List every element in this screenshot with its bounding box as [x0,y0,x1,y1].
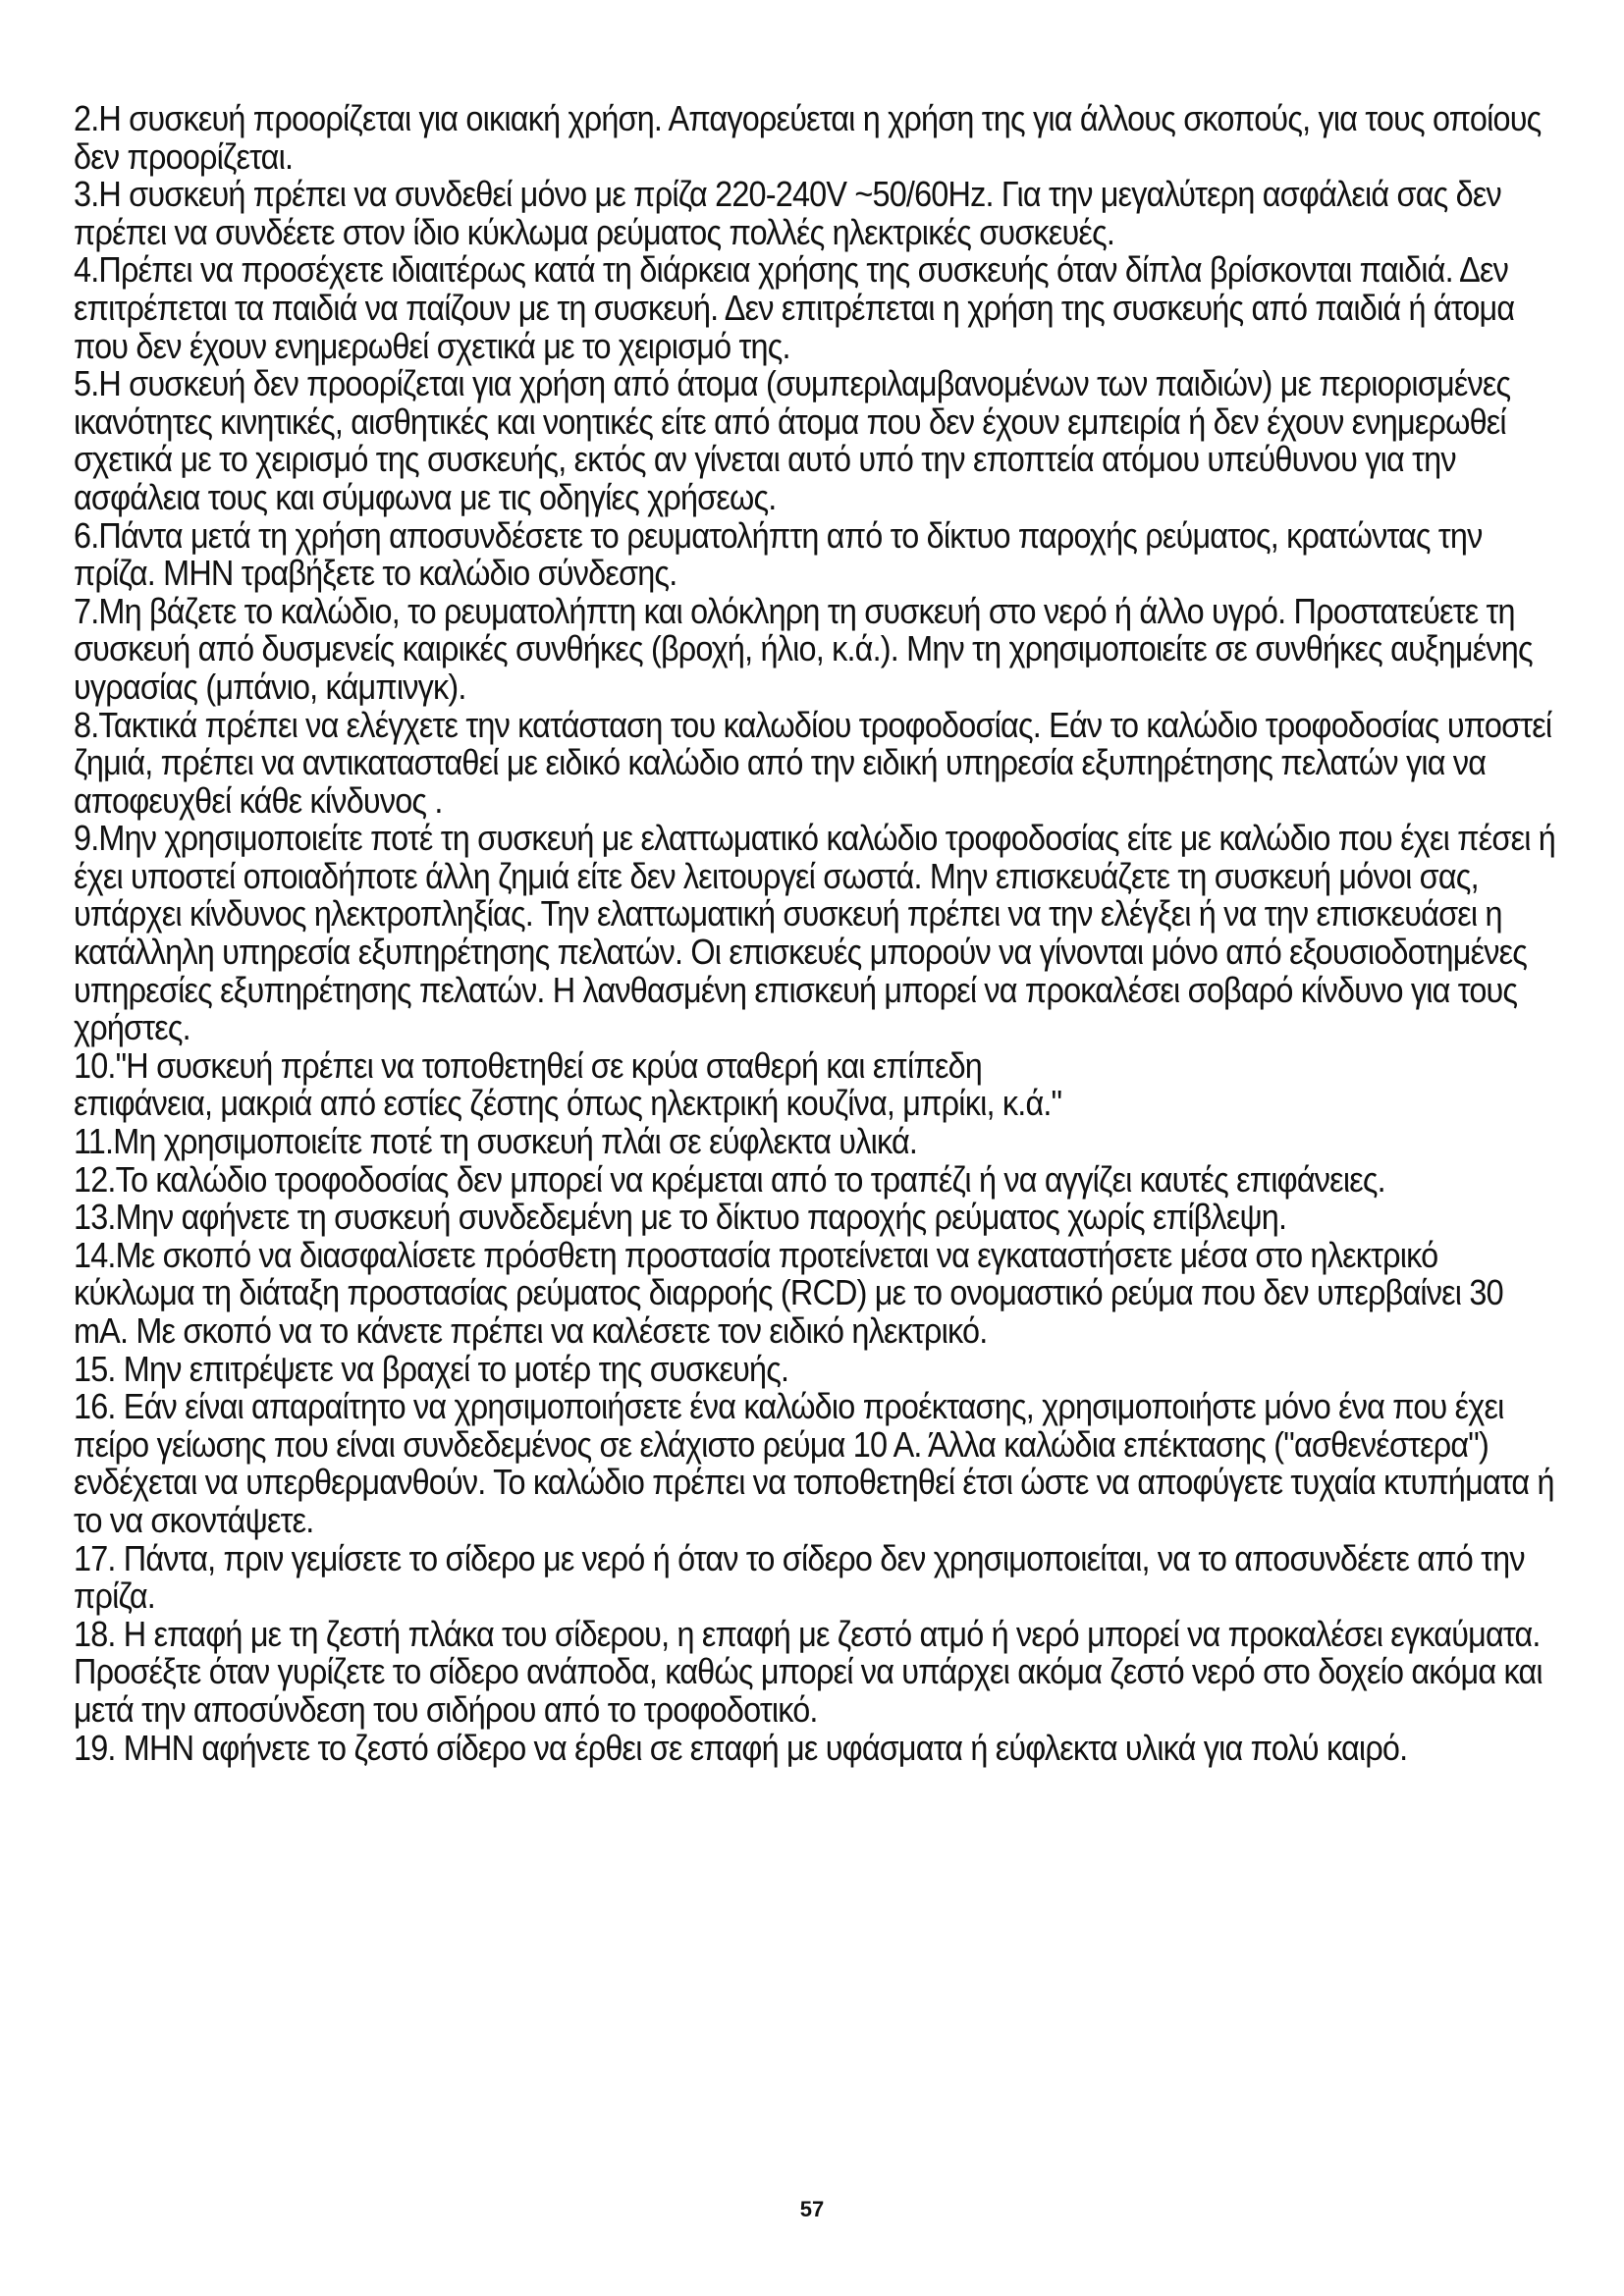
instruction-item-2: 2.Η συσκευή προορίζεται για οικιακή χρήση. Απαγορεύεται η χρήση της για άλλους σκοπούς, για τους οποίους δεν προορίζεται. [74,98,1542,177]
instruction-item-13: 13.Μην αφήνετε τη συσκευή συνδεδεμένη με το δίκτυο παροχής ρεύματος χωρίς επίβλεψη. [74,1197,1287,1238]
instruction-item-9: 9.Μην χρησιμοποιείτε ποτέ τη συσκευή με ελαττωματικό καλώδιο τροφοδοσίας είτε με καλώδιο που έχει πέσει ή έχει υποστεί οποιαδήποτε άλλη ζημιά είτε δεν λειτουργεί σωστά. Μην επισκευάζετε τη συσκευή μόνοι σας, υπάρχει κίνδυνος ηλεκτροπληξίας. Την ελαττωματική συσκευή πρέπει να την ελέγξει ή να την επισκευάσει η κατάλληλη υπηρεσία εξυπηρέτησης πελατών. Οι επισκευές μπορούν να γίνονται μόνο από εξουσιοδοτημένες υπηρεσίες εξυπηρέτησης πελατών. Η λανθασμένη επισκευή μπορεί να προκαλέσει σοβαρό κίνδυνο για τους χρήστες. [74,818,1555,1048]
instruction-item-17: 17. Πάντα, πριν γεμίσετε το σίδερο με νερό ή όταν το σίδερο δεν χρησιμοποιείται, να το αποσυνδέετε από την πρίζα. [74,1537,1525,1617]
instruction-item-4: 4.Πρέπει να προσέχετε ιδιαιτέρως κατά τη διάρκεια χρήσης της συσκευής όταν δίπλα βρίσκονται παιδιά. Δεν επιτρέπεται τα παιδιά να παίζουν με τη συσκευή. Δεν επιτρέπεται η χρήση της συσκευής από παιδιά ή άτομα που δεν έχουν ενημερωθεί σχετικά με το χειρισμό της. [74,249,1515,366]
instruction-item-12: 12.Το καλώδιο τροφοδοσίας δεν μπορεί να κρέμεται από το τραπέζι ή να αγγίζει καυτές επιφάνειες. [74,1158,1385,1200]
instruction-item-7: 7.Μη βάζετε το καλώδιο, το ρευματολήπτη και ολόκληρη τη συσκευή στο νερό ή άλλο υγρό. Προστατεύετε τη συσκευή από δυσμενείς καιρικές συνθήκες (βροχή, ήλιο, κ.ά.). Μην τη χρησιμοποιείτε σε συνθήκες αυξημένης υγρασίας (μπάνιο, κάμπινγκ). [74,590,1533,707]
instruction-item-5: 5.Η συσκευή δεν προορίζεται για χρήση από άτομα (συμπεριλαμβανομένων των παιδιών) με περιορισμένες ικανότητες κινητικές, αισθητικές και νοητικές είτε από άτομα που δεν έχουν εμπειρία ή δεν έχουν ενημερωθεί σχετικά με το χειρισμό της συσκευής, εκτός αν γίνεται αυτό υπό την εποπτεία ατόμου υπεύθυνου για την ασφάλεια τους και σύμφωνα με τις οδηγίες χρήσεως. [74,363,1511,517]
instruction-item-10-continued: επιφάνεια, μακριά από εστίες ζέστης όπως ηλεκτρική κουζίνα, μπρίκι, κ.ά." [74,1083,1062,1124]
page-number: 57 [799,2197,825,2221]
instruction-item-15: 15. Μην επιτρέψετε να βραχεί το μοτέρ της συσκευής. [74,1348,789,1389]
instruction-item-3: 3.Η συσκευή πρέπει να συνδεθεί μόνο με πρίζα 220-240V ~50/60Hz. Για την μεγαλύτερη ασφάλειά σας δεν πρέπει να συνδέετε στον ίδιο κύκλωμα ρεύματος πολλές ηλεκτρικές συσκευές. [74,174,1501,252]
instruction-item-18: 18. Η επαφή με τη ζεστή πλάκα του σίδερου, η επαφή με ζεστό ατμό ή νερό μπορεί να προκαλέσει εγκαύματα. Προσέξτε όταν γυρίζετε το σίδερο ανάποδα, καθώς μπορεί να υπάρχει ακόμα ζεστό νερό στο δοχείο ακόμα και μετά την αποσύνδεση του σιδήρου από το τροφοδοτικό. [74,1613,1543,1730]
instruction-item-8: 8.Τακτικά πρέπει να ελέγχετε την κατάσταση του καλωδίου τροφοδοσίας. Εάν το καλώδιο τροφοδοσίας υποστεί ζημιά, πρέπει να αντικατασταθεί με ειδικό καλώδιο από την ειδική υπηρεσία εξυπηρέτησης πελατών για να αποφευχθεί κάθε κίνδυνος . [74,704,1552,821]
instruction-item-14: 14.Με σκοπό να διασφαλίσετε πρόσθετη προστασία προτείνεται να εγκαταστήσετε μέσα στο ηλεκτρικό κύκλωμα τη διάταξη προστασίας ρεύματος διαρροής (RCD) με το ονομαστικό ρεύμα που δεν υπερβαίνει 30 mA. Με σκοπό να το κάνετε πρέπει να καλέσετε τον ειδικό ηλεκτρικό. [74,1234,1503,1351]
instruction-item-10: 10."Η συσκευή πρέπει να τοποθετηθεί σε κρύα σταθερή και επίπεδη [74,1044,983,1086]
instruction-item-16: 16. Εάν είναι απαραίτητο να χρησιμοποιήσετε ένα καλώδιο προέκτασης, χρησιμοποιήστε μόνο ένα που έχει πείρο γείωσης που είναι συνδεδεμένος σε ελάχιστο ρεύμα 10 Α. Άλλα καλώδια επέκτασης ("ασθενέστερα") ενδέχεται να υπερθερμανθούν. Το καλώδιο πρέπει να τοποθετηθεί έτσι ώστε να αποφύγετε τυχαία κτυπήματα ή το να σκοντάψετε. [74,1386,1554,1540]
safety-instructions-text [74,100,1556,1767]
instruction-item-11: 11.Μη χρησιμοποιείτε ποτέ τη συσκευή πλάι σε εύφλεκτα υλικά. [74,1121,918,1162]
instruction-item-19: 19. ΜΗΝ αφήνετε το ζεστό σίδερο να έρθει σε επαφή με υφάσματα ή εύφλεκτα υλικά για πολύ καιρό. [74,1727,1408,1768]
instruction-item-6: 6.Πάντα μετά τη χρήση αποσυνδέσετε το ρευματολήπτη από το δίκτυο παροχής ρεύματος, κρατώντας την πρίζα. ΜΗΝ τραβήξετε το καλώδιο σύνδεσης. [74,514,1483,594]
